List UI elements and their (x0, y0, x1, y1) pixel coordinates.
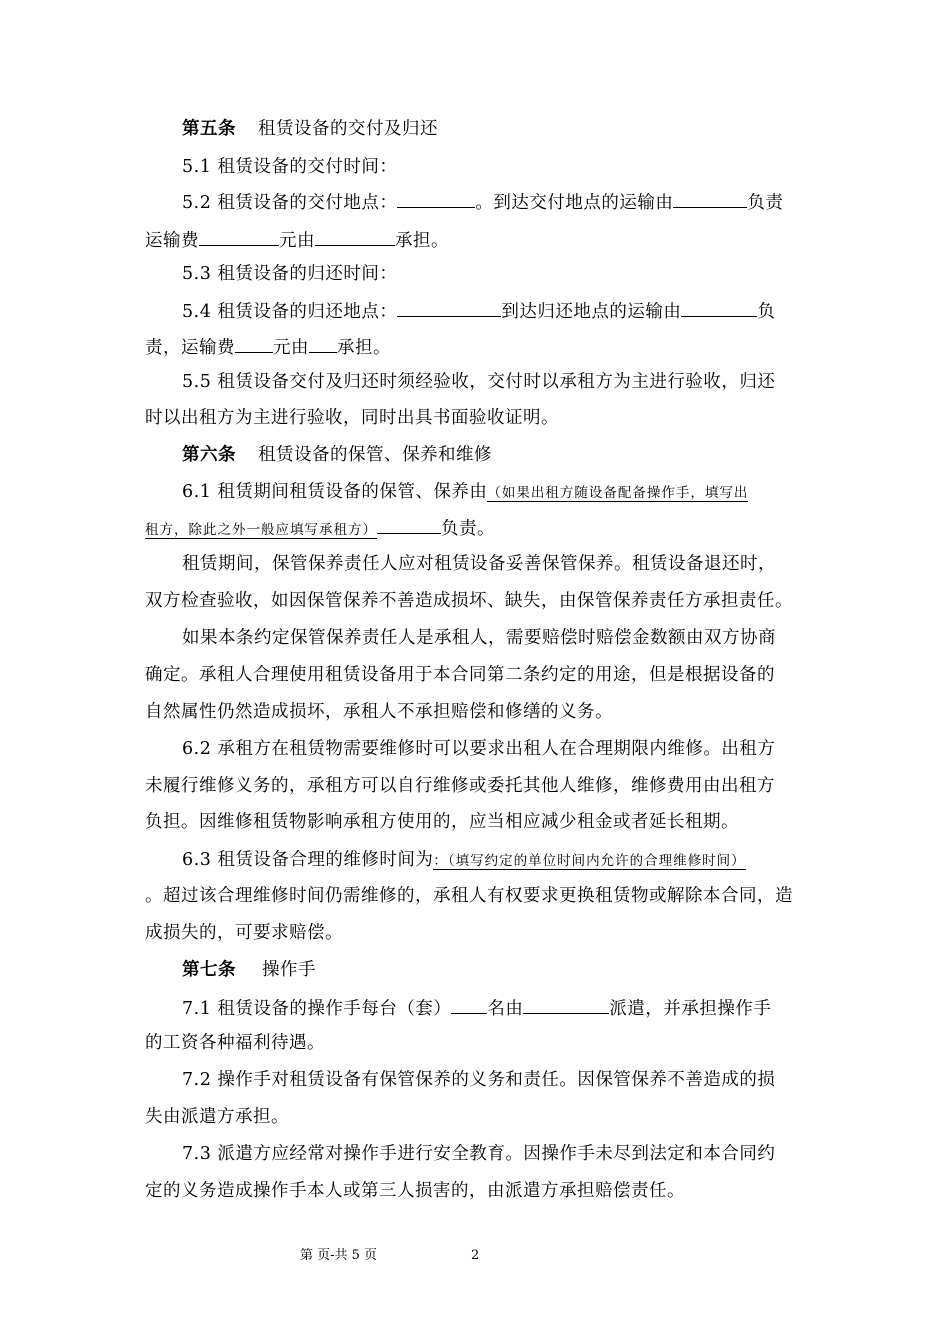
clause-5-4 (182, 298, 775, 324)
clause-5-4-text-b: 到达归还地点的运输由 (501, 302, 682, 322)
clause-5-5-line-1: 5.5 租赁设备交付及归还时须经验收，交付时以承租方为主进行验收，归还 (182, 372, 776, 392)
repair-time-fill-hint: ：（填写约定的单位时间内允许的合理维修时间） (433, 853, 746, 869)
clause-7-2-line-1: 7.2 操作手对租赁设备有保管保养的义务和责任。因保管保养不善造成的损 (182, 1070, 776, 1090)
clause-5-4-text-c: 负 (757, 302, 776, 322)
article-7-heading (182, 958, 316, 982)
clause-5-4-text-a: 5.4 租赁设备的归还地点： (182, 302, 398, 322)
para-6-2-line-3: 自然属性仍然造成损坏，承租人不承担赔偿和修缮的义务。 (145, 702, 613, 722)
operator-count-blank (451, 995, 487, 1014)
clause-7-3-line-2: 定的义务造成操作手本人或第三人损害的，由派遣方承担赔偿责任。 (145, 1181, 685, 1201)
clause-5-2-text-d: 运输费 (145, 231, 199, 251)
clause-5-4-cont (145, 334, 391, 360)
dispatcher-blank (523, 995, 609, 1014)
clause-7-3-line-1: 7.3 派遣方应经常对操作手进行安全教育。因操作手未尽到法定和本合同约 (182, 1144, 776, 1164)
clause-7-1-line-2: 的工资各种福利待遇。 (145, 1033, 325, 1053)
clause-5-2-text-e: 元由 (279, 231, 315, 251)
clause-6-1-text-b: 负责。 (441, 519, 495, 539)
page-count-label: 第 页-共 5 页 (300, 1248, 378, 1263)
article-5-subject: 租赁设备的交付及归还 (258, 119, 438, 139)
clause-5-2-text-c: 负责 (747, 193, 784, 213)
clause-5-2-cont (145, 227, 449, 253)
return-fee-blank (235, 334, 273, 353)
clause-5-2-text-b: 。到达交付地点的运输由 (475, 193, 674, 213)
delivery-fee-blank (199, 227, 279, 246)
clause-5-1: 5.1 租赁设备的交付时间： (182, 157, 398, 177)
clause-5-4-text-f: 承担。 (337, 338, 391, 358)
clause-5-3: 5.3 租赁设备的归还时间： (182, 264, 398, 284)
clause-6-1-cont (145, 515, 495, 542)
clause-7-1-text-b: 名由 (487, 999, 524, 1019)
delivery-transport-blank (673, 189, 747, 208)
delivery-payer-blank (315, 227, 395, 246)
custodian-blank (377, 515, 441, 534)
custodian-fill-hint-2: 租方，除此之外一般应填写承租方） (145, 522, 377, 538)
article-6-subject: 租赁设备的保管、保养和维修 (258, 445, 492, 465)
clause-7-2-line-2: 失由派遣方承担。 (145, 1107, 289, 1127)
clause-6-2-line-3: 负担。因维修租赁物影响承租方使用的，应当相应减少租金或者延长租期。 (145, 812, 739, 832)
return-place-blank (397, 298, 501, 317)
clause-6-3 (182, 848, 746, 873)
clause-6-2-line-1: 6.2 承租方在租赁物需要维修时可以要求出租人在合理期限内维修。出租方 (182, 739, 776, 759)
clause-5-2 (182, 189, 783, 215)
article-7-title: 第七条 (182, 960, 236, 980)
clause-5-2-text-f: 承担。 (395, 231, 449, 251)
clause-7-1-text-a: 7.1 租赁设备的操作手每台（套） (182, 999, 452, 1019)
clause-6-3-text-a: 6.3 租赁设备合理的维修时间为 (182, 850, 434, 870)
clause-6-3-line-3: 成损失的，可要求赔偿。 (145, 923, 343, 943)
clause-7-1 (182, 995, 771, 1021)
return-payer-blank (309, 334, 337, 353)
clause-5-4-text-e: 元由 (273, 338, 309, 358)
return-transport-blank (681, 298, 757, 317)
clause-5-5-line-2: 时以出租方为主进行验收，同时出具书面验收证明。 (145, 408, 559, 428)
article-6-title: 第六条 (182, 445, 236, 465)
article-7-subject: 操作手 (262, 960, 316, 980)
delivery-place-blank (397, 189, 475, 208)
article-5-title: 第五条 (182, 119, 236, 139)
clause-7-1-text-c: 派遣，并承担操作手 (609, 999, 772, 1019)
para-6-1-line-1: 租赁期间，保管保养责任人应对租赁设备妥善保管保养。租赁设备退还时， (182, 554, 776, 574)
clause-6-2-line-2: 未履行维修义务的，承租方可以自行维修或委托其他人维修，维修费用由出租方 (145, 776, 775, 796)
para-6-2-line-2: 确定。承租人合理使用租赁设备用于本合同第二条约定的用途，但是根据设备的 (145, 665, 775, 685)
clause-5-4-text-d: 责，运输费 (145, 338, 235, 358)
clause-5-2-text-a: 5.2 租赁设备的交付地点： (182, 193, 398, 213)
para-6-1-line-2: 双方检查验收，如因保管保养不善造成损坏、缺失，由保管保养责任方承担责任。 (145, 591, 793, 611)
clause-6-1 (182, 480, 748, 505)
article-6-heading (182, 443, 492, 467)
custodian-fill-hint-1: （如果出租方随设备配备操作手，填写出 (487, 485, 749, 501)
page-number: 2 (471, 1248, 480, 1263)
article-5-heading (182, 117, 438, 141)
para-6-2-line-1: 如果本条约定保管保养责任人是承租人，需要赔偿时赔偿金数额由双方协商 (182, 628, 776, 648)
clause-6-1-text-a: 6.1 租赁期间租赁设备的保管、保养由 (182, 482, 488, 502)
clause-6-3-line-2: 。超过该合理维修时间仍需维修的，承租人有权要求更换租赁物或解除本合同，造 (145, 886, 793, 906)
